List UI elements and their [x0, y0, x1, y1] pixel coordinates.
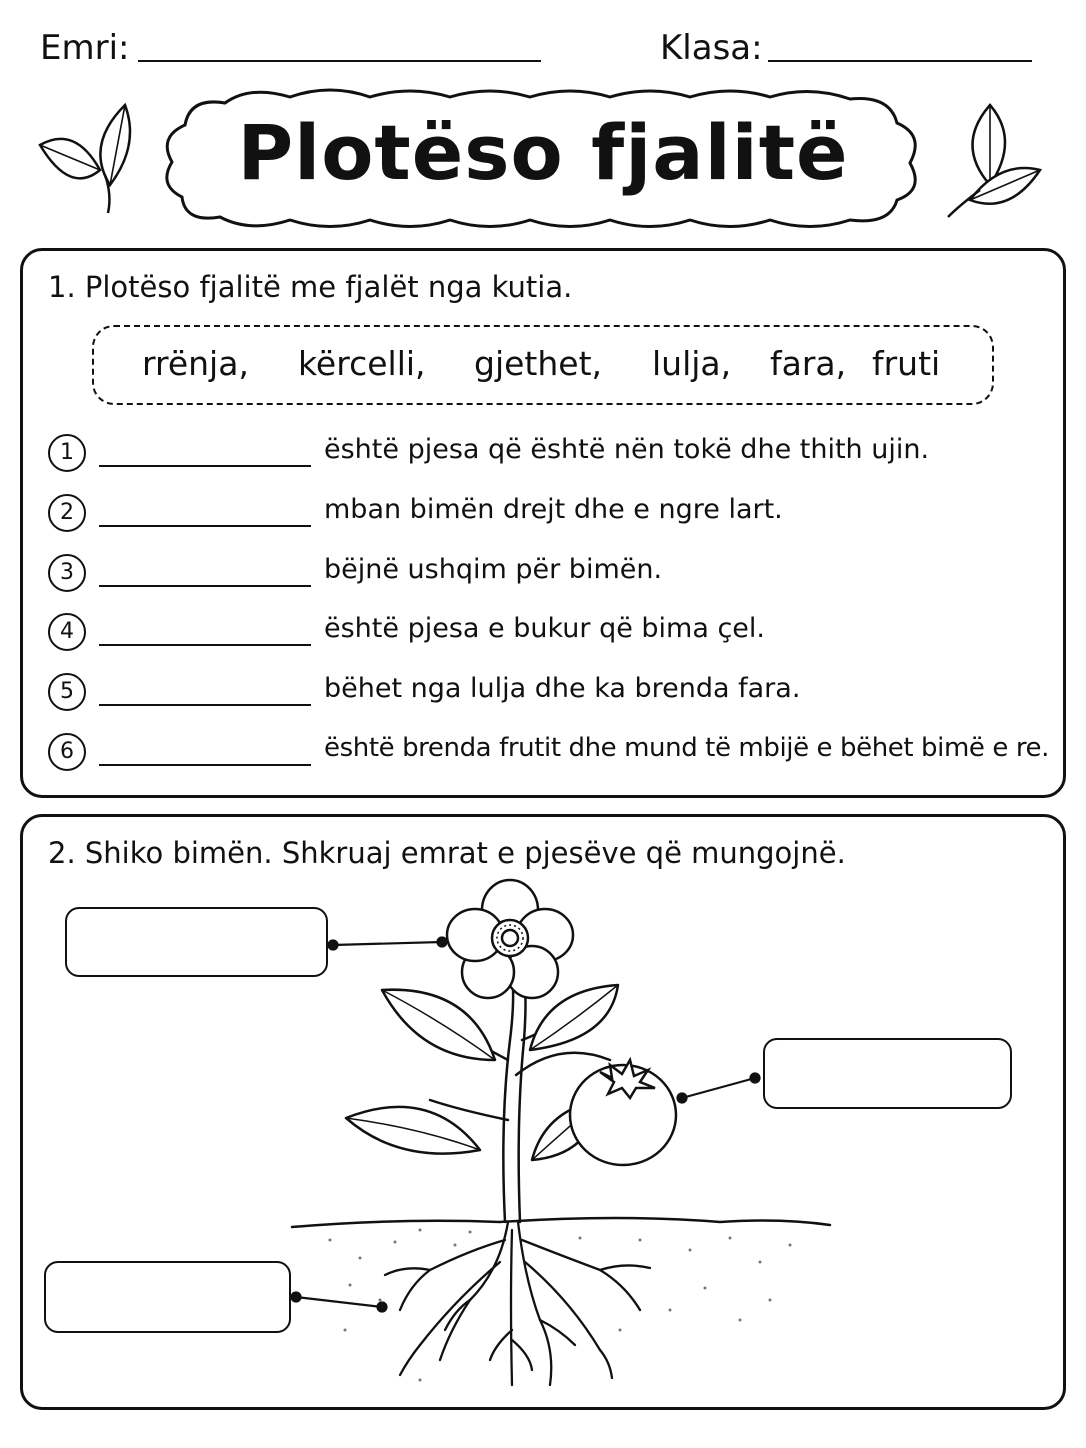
item-number: 6: [48, 733, 86, 771]
soil-dots: [329, 1229, 792, 1382]
item-number: 3: [48, 554, 86, 592]
item-number: 1: [48, 434, 86, 472]
word-bank-item: gjethet,: [474, 344, 603, 383]
sentence-text: është brenda frutit dhe mund të mbijë e bëhet bimë e re.: [324, 733, 1050, 763]
connector-flower: [333, 942, 442, 945]
roots-icon: [385, 1222, 650, 1385]
sentence-text: është pjesa që është nën tokë dhe thith ujin.: [324, 434, 930, 465]
sentence-text: bëjnë ushqim për bimën.: [324, 554, 663, 585]
sentence-text: bëhet nga lulja dhe ka brenda fara.: [324, 673, 801, 704]
flower-icon: [447, 880, 573, 998]
sentence-text: mban bimën drejt dhe e ngre lart.: [324, 494, 783, 525]
word-bank-item: fruti: [872, 344, 941, 383]
leaf-icon: [382, 990, 495, 1060]
stem: [503, 975, 513, 1222]
connector-fruit: [682, 1078, 755, 1098]
tomato-icon: [570, 1060, 676, 1165]
word-bank-item: lulja,: [652, 344, 732, 383]
exercise1-instruction: 1. Plotëso fjalitë me fjalët nga kutia.: [48, 270, 573, 304]
fruit-answer-box[interactable]: [763, 1038, 1012, 1109]
connector-root: [296, 1297, 382, 1307]
soil-line: [292, 1218, 830, 1227]
root-answer-box[interactable]: [44, 1261, 291, 1333]
item-number: 4: [48, 613, 86, 651]
class-label: Klasa:: [660, 28, 763, 68]
flower-answer-box[interactable]: [65, 907, 328, 977]
sentence-text: është pjesa e bukur që bima çel.: [324, 613, 766, 644]
word-bank-item: fara,: [770, 344, 847, 383]
item-number: 5: [48, 673, 86, 711]
page-title: Plotëso fjalitë: [237, 108, 849, 197]
exercise2-instruction: 2. Shiko bimën. Shkruaj emrat e pjesëve që mungojnë.: [48, 836, 846, 870]
word-bank-item: rrënja,: [142, 344, 249, 383]
name-label: Emri:: [40, 28, 130, 68]
word-bank-item: kërcelli,: [298, 344, 426, 383]
item-number: 2: [48, 494, 86, 532]
